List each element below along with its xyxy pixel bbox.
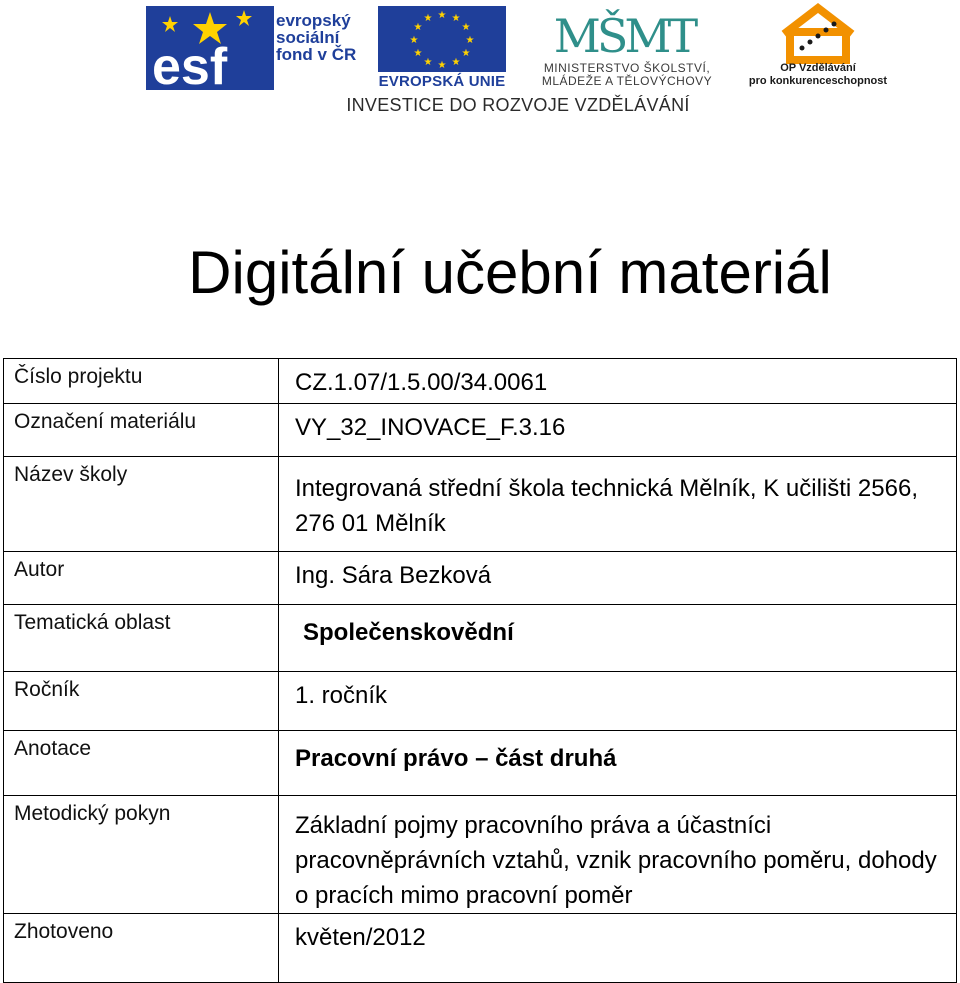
table-row <box>4 672 957 731</box>
svg-text:★: ★ <box>413 22 423 33</box>
esf-line-3: fond v ČR <box>276 45 357 64</box>
row-value: Pracovní právo – část druhá <box>279 731 957 796</box>
row-value: CZ.1.07/1.5.00/34.0061 <box>279 359 957 404</box>
document-title: Digitální učební materiál <box>188 239 832 306</box>
table-row <box>4 605 957 672</box>
row-label: Ročník <box>4 672 279 731</box>
table-row <box>4 359 957 404</box>
msmt-line-2: MLÁDEŽE A TĚLOVÝCHOVY <box>541 74 713 88</box>
esf-logo <box>146 6 368 96</box>
table-row <box>4 552 957 605</box>
material-info-table <box>3 358 957 983</box>
svg-text:★: ★ <box>423 13 433 24</box>
esf-line-2: sociální <box>276 28 340 47</box>
svg-text:★: ★ <box>461 48 471 59</box>
row-value: květen/2012 <box>279 914 957 983</box>
row-value: Základní pojmy pracovního práva a účastníci pracovněprávních vztahů, vznik pracovního poměru, dohody o pracích mimo pracovní poměr <box>279 796 957 914</box>
svg-text:★: ★ <box>451 57 461 68</box>
op-house-icon <box>772 4 864 64</box>
msmt-mark-icon <box>553 4 695 64</box>
row-label: Označení materiálu <box>4 404 279 457</box>
esf-name <box>276 12 376 63</box>
esf-lettering: esf <box>152 38 228 96</box>
row-label: Tematická oblast <box>4 605 279 672</box>
row-value: Integrovaná střední škola technická Mělník, K učilišti 2566, 276 01 Mělník <box>279 457 957 552</box>
esf-mark-icon <box>146 6 274 96</box>
op-line-1: OP Vzdělávání <box>780 62 856 74</box>
row-label: Číslo projektu <box>4 359 279 404</box>
op-name <box>748 62 888 88</box>
msmt-line-1: MINISTERSTVO ŠKOLSTVÍ, <box>543 61 711 75</box>
row-value: Ing. Sára Bezková <box>279 552 957 605</box>
svg-text:★: ★ <box>451 13 461 24</box>
msmt-lettering: MŠMT <box>553 9 695 63</box>
eu-logo <box>378 6 506 92</box>
svg-text:★: ★ <box>437 60 447 71</box>
svg-text:★: ★ <box>409 35 419 46</box>
row-label: Autor <box>4 552 279 605</box>
op-line-2: pro konkurenceschopnost <box>748 75 888 87</box>
row-value: 1. ročník <box>279 672 957 731</box>
msmt-logo <box>514 4 740 94</box>
svg-text:★: ★ <box>437 10 447 21</box>
eu-flag-icon <box>378 6 506 72</box>
row-label: Anotace <box>4 731 279 796</box>
row-value: Společenskovědní <box>279 605 957 672</box>
row-label: Název školy <box>4 457 279 552</box>
op-logo <box>748 4 888 94</box>
row-value: VY_32_INOVACE_F.3.16 <box>279 404 957 457</box>
table-row <box>4 457 957 552</box>
table-row <box>4 731 957 796</box>
msmt-name <box>514 62 740 88</box>
esf-line-1: evropský <box>276 11 351 30</box>
table-row <box>4 404 957 457</box>
svg-text:★: ★ <box>465 35 475 46</box>
svg-text:★: ★ <box>461 22 471 33</box>
eu-label: EVROPSKÁ UNIE <box>378 73 506 90</box>
svg-text:★: ★ <box>423 57 433 68</box>
table-row <box>4 914 957 983</box>
investice-slogan: INVESTICE DO ROZVOJE VZDĚLÁVÁNÍ <box>346 95 690 115</box>
table-row <box>4 796 957 914</box>
row-label: Metodický pokyn <box>4 796 279 914</box>
row-label: Zhotoveno <box>4 914 279 983</box>
logo-banner <box>0 0 960 125</box>
svg-text:★: ★ <box>413 48 423 59</box>
